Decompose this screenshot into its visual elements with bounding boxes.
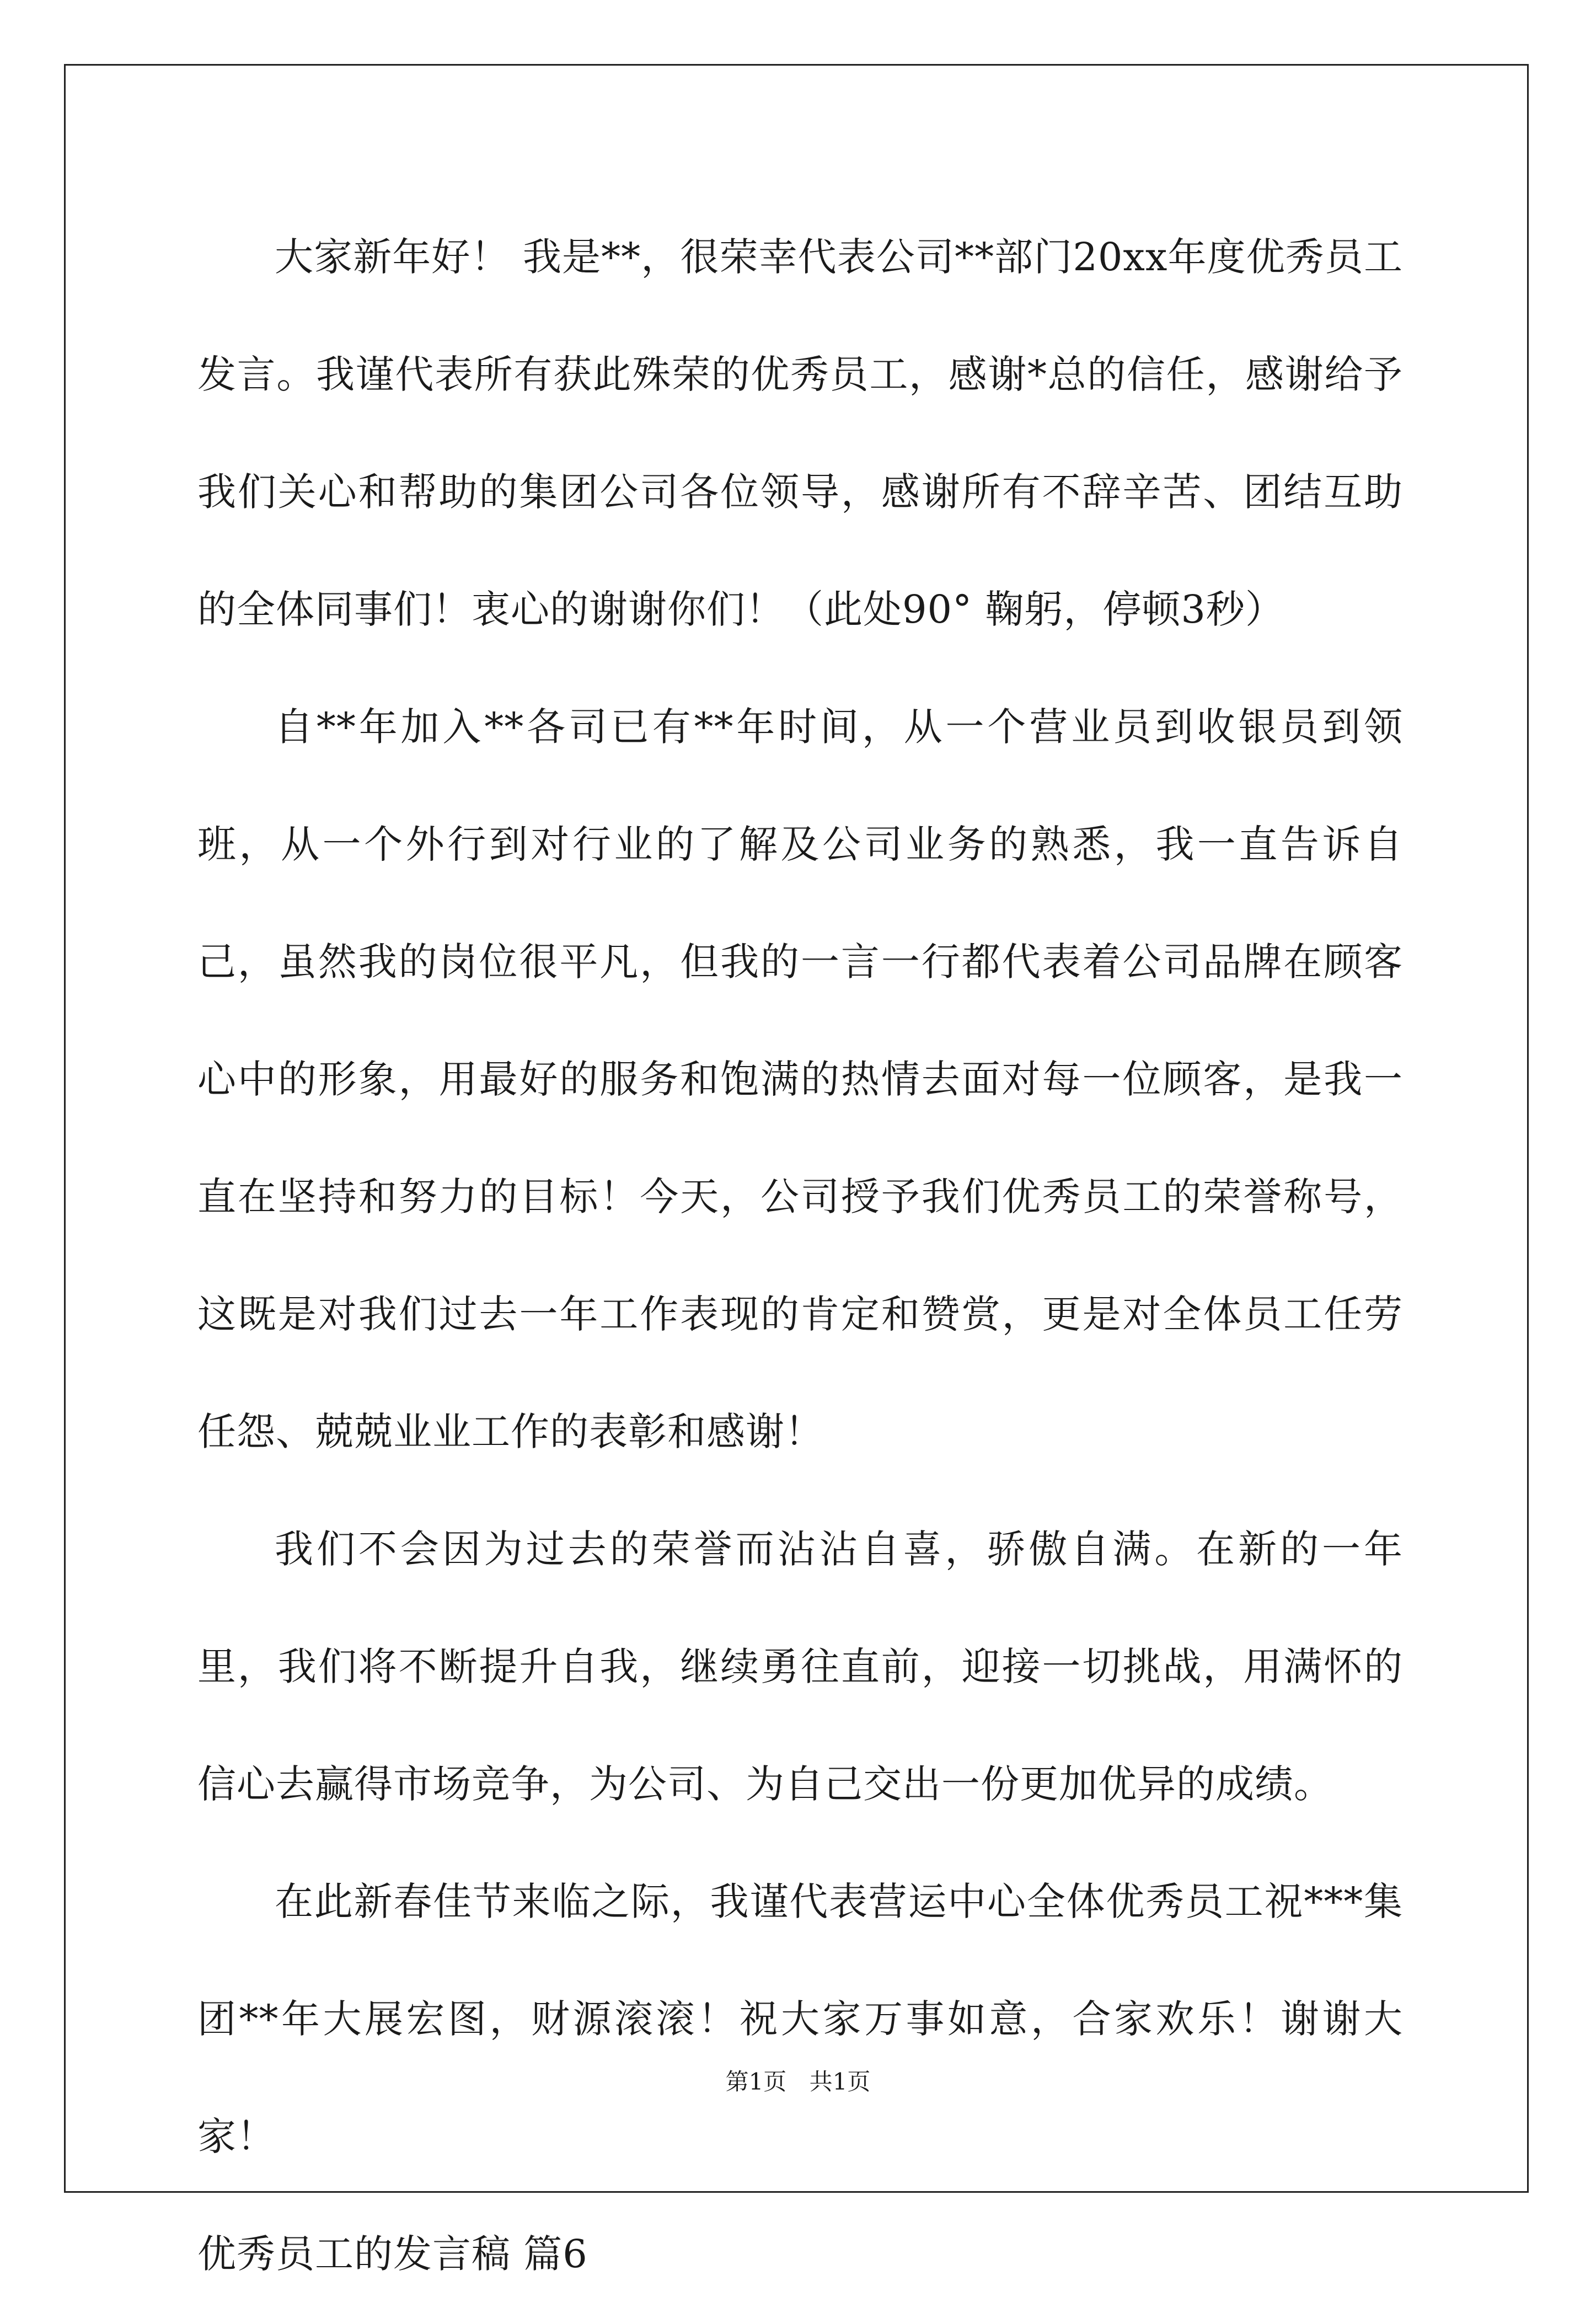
paragraph-1: 大家新年好！ 我是**，很荣幸代表公司**部门20xx年度优秀员工发言。我谨代表所有获此殊荣的优秀员工，感谢*总的信任，感谢给予我们关心和帮助的集团公司各位领导，感谢所有不辞辛苦、团结互助的全体同事们！衷心的谢谢你们！（此处90° 鞠躬，停顿3秒）	[197, 234, 1403, 632]
section-heading-line: 优秀员工的发言稿 篇6	[197, 2231, 588, 2277]
page-footer	[0, 2065, 1596, 2098]
paragraph-4: 在此新春佳节来临之际，我谨代表营运中心全体优秀员工祝***集团**年大展宏图，财源滚滚！祝大家万事如意，合家欢乐！谢谢大家！	[197, 1879, 1403, 2159]
paragraph-3: 我们不会因为过去的荣誉而沾沾自喜，骄傲自满。在新的一年里，我们将不断提升自我，继续勇往直前，迎接一切挑战，用满怀的信心去赢得市场竞争，为公司、为自己交出一份更加优异的成绩。	[197, 1527, 1403, 1807]
document-body	[197, 199, 1403, 2313]
page-number-total: 共1页	[809, 2068, 871, 2095]
paragraph-2: 自**年加入**各司已有**年时间，从一个营业员到收银员到领班，从一个外行到对行业的了解及公司业务的熟悉，我一直告诉自己，虽然我的岗位很平凡，但我的一言一行都代表着公司品牌在顾客心中的形象，用最好的服务和饱满的热情去面对每一位顾客，是我一直在坚持和努力的目标！今天，公司授予我们优秀员工的荣誉称号，这既是对我们过去一年工作表现的肯定和赞赏，更是对全体员工任劳任怨、兢兢业业工作的表彰和感谢！	[197, 704, 1403, 1454]
page-number-current: 第1页	[725, 2068, 787, 2095]
